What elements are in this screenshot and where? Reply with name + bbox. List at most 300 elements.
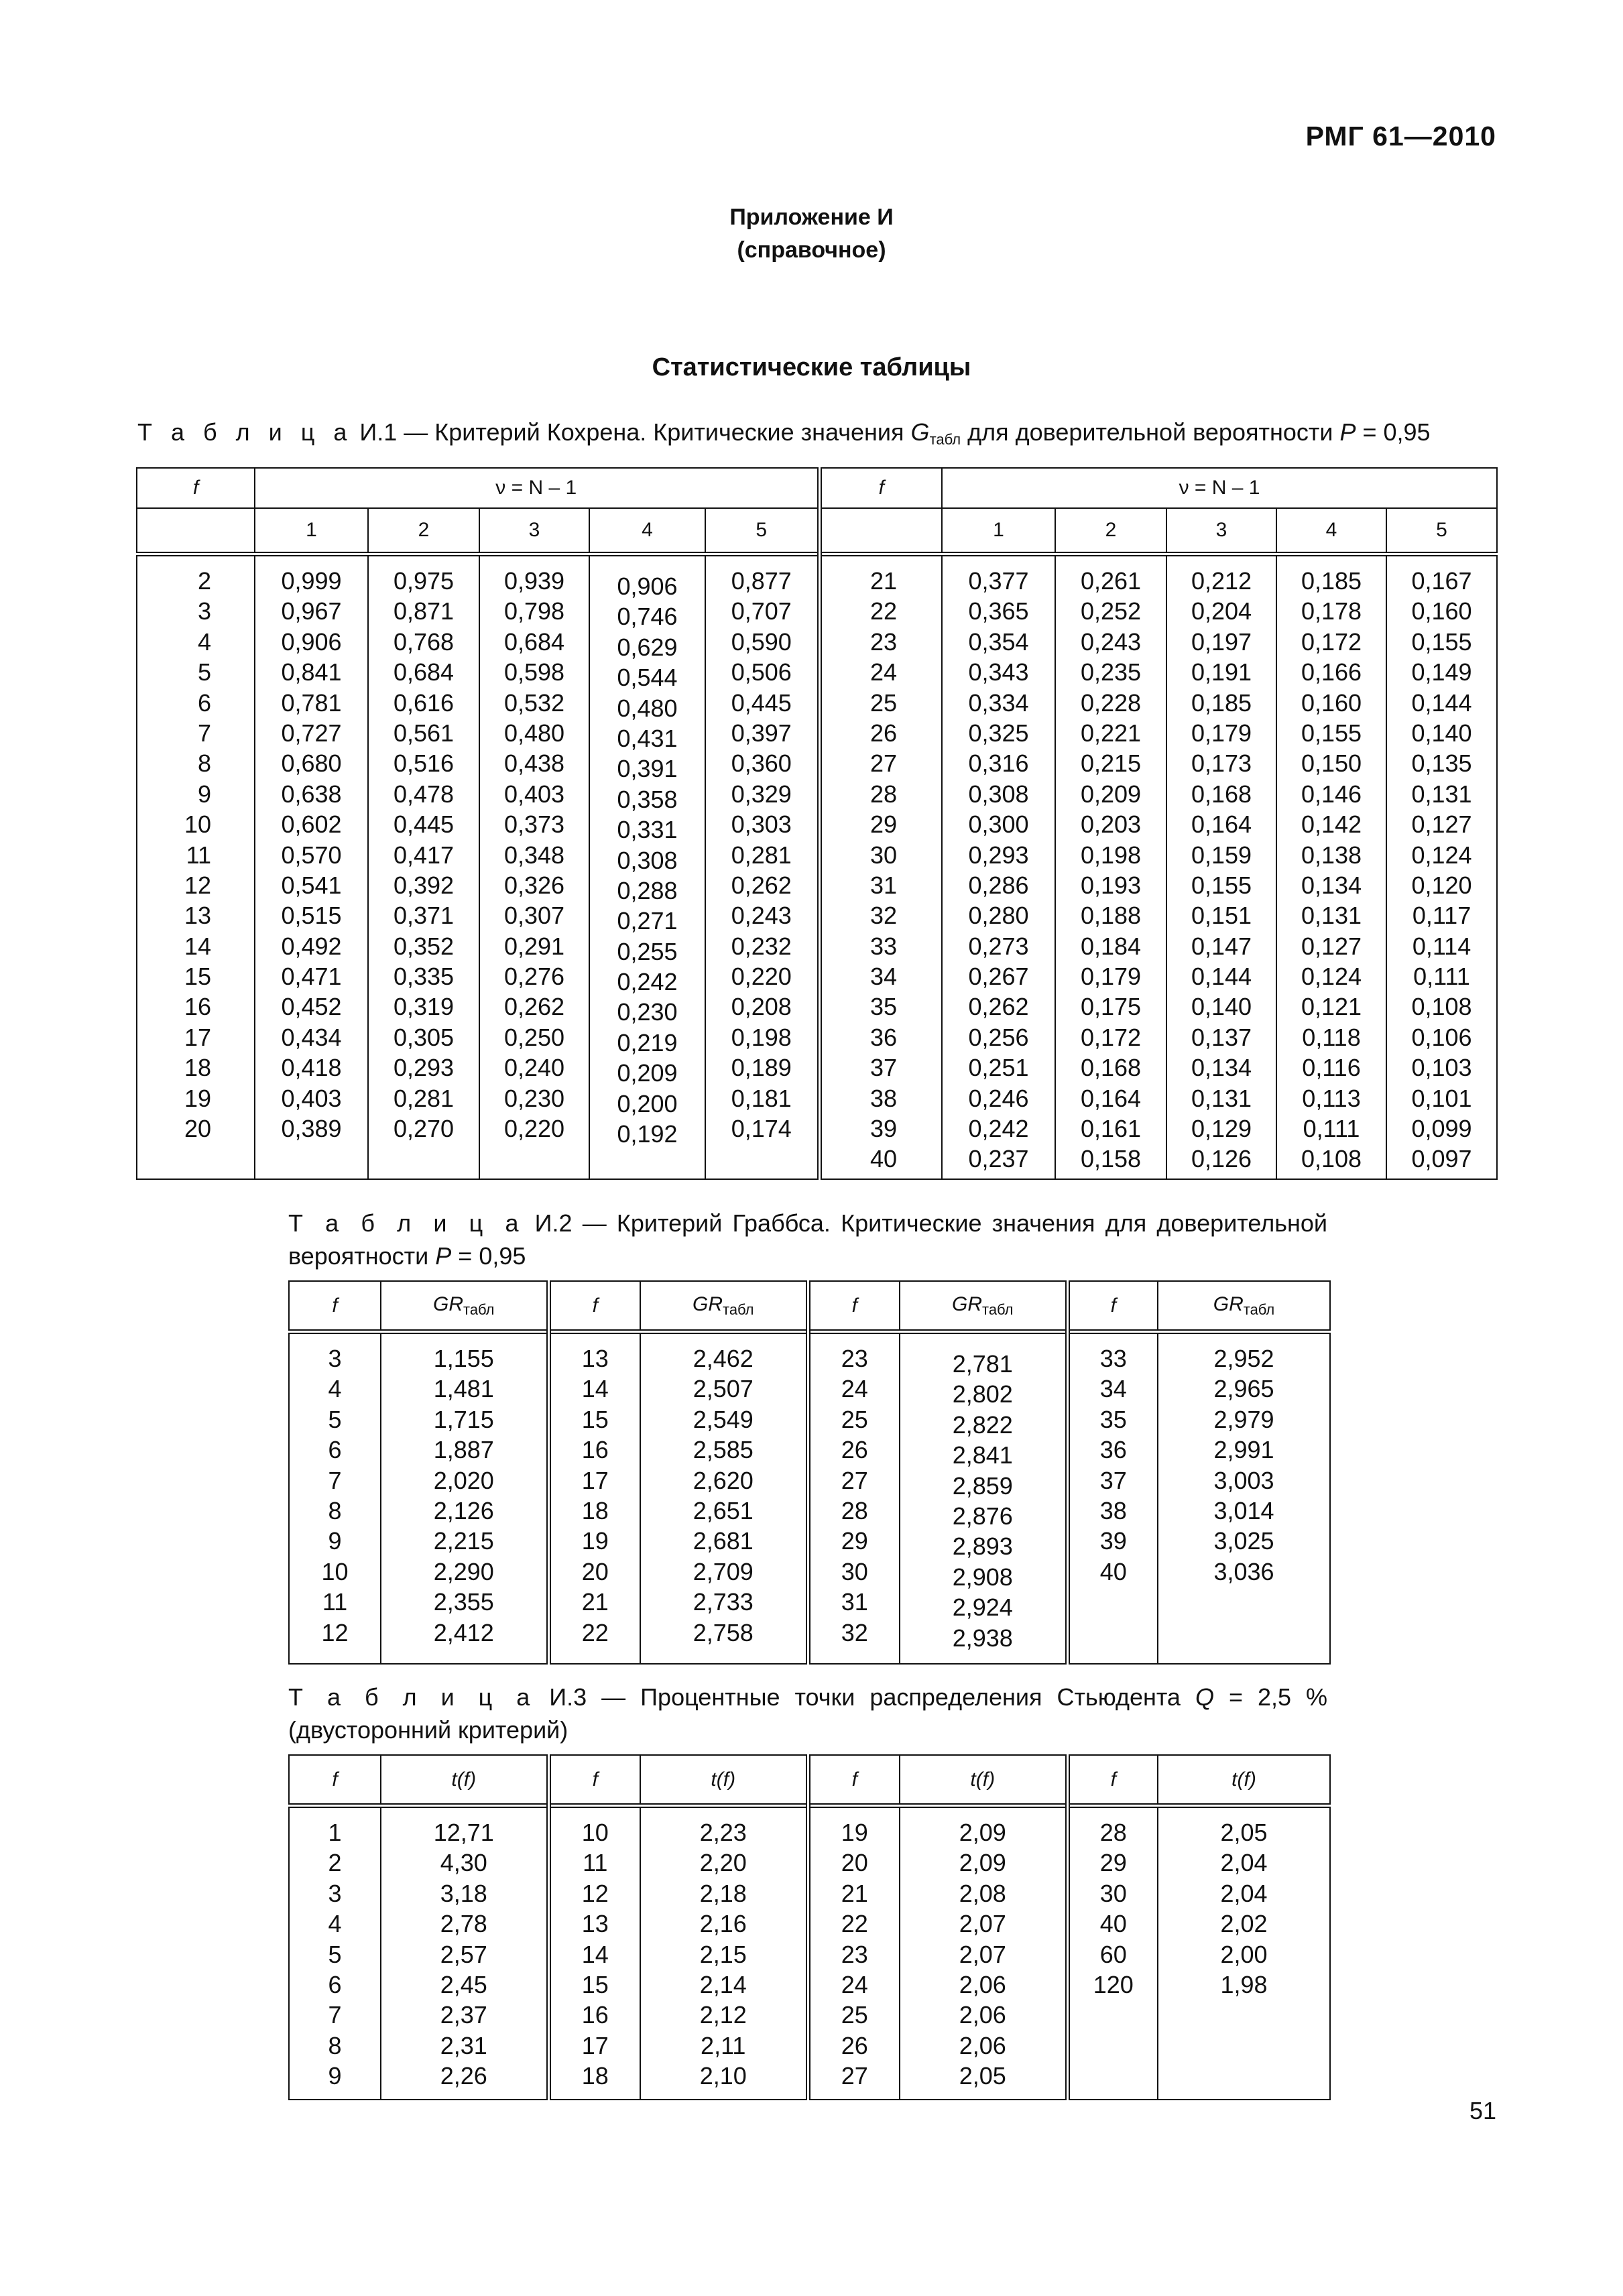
section-title: Статистические таблицы — [652, 353, 971, 381]
table-cell-value: 0,841 — [281, 658, 342, 686]
table-cell-value: 2,841 — [952, 1441, 1013, 1469]
table-cell-value: 1,715 — [433, 1405, 494, 1433]
table3-caption-text-2: = 2,5 % (двусторонний критерий) — [288, 1683, 1327, 1744]
table-cell-value: 2,507 — [693, 1375, 754, 1403]
table-cell-value: 0,220 — [731, 963, 792, 991]
table-cell-value: 0,181 — [731, 1084, 792, 1112]
table-cell-value: 0,939 — [503, 567, 565, 595]
table3-header-t2: t(f) — [640, 1755, 808, 1806]
table-cell-value: 0,166 — [1301, 658, 1362, 686]
table-cell-value: 0,158 — [1080, 1145, 1142, 1173]
table-cell-value: 30 — [1099, 1879, 1127, 1907]
table-cell-value: 0,208 — [731, 993, 792, 1021]
table2-header-gr2-sub: табл — [722, 1301, 754, 1318]
table-cell-value: 0,175 — [1080, 993, 1142, 1021]
table-cell-value: 37 — [1099, 1466, 1127, 1494]
table-cell-value: 0,326 — [503, 871, 565, 899]
table-cell-value: 2,10 — [699, 2062, 747, 2090]
table3-t-column-4 — [1158, 1806, 1330, 2100]
table-cell-value: 15 — [581, 1405, 609, 1433]
table-cell-value: 0,308 — [617, 846, 678, 874]
table-cell-value: 1 — [328, 1819, 342, 1846]
table-cell-value: 0,515 — [281, 902, 342, 930]
table-cell-value: 7 — [328, 1466, 342, 1494]
table1-caption — [137, 416, 1498, 456]
table-cell-value: 2,938 — [952, 1624, 1013, 1652]
table-cell-value: 20 — [184, 1115, 211, 1143]
table-cell-value: 26 — [841, 2031, 868, 2059]
table-cell-value: 0,124 — [1411, 841, 1472, 869]
table-cell-value: 0,319 — [393, 993, 455, 1021]
table3-header-f1: f — [289, 1755, 381, 1806]
table-cell-value: 3,003 — [1213, 1466, 1274, 1494]
table1-c3-right-column — [1166, 554, 1276, 1180]
table-cell-value: 28 — [869, 780, 898, 808]
table1-subheader-4: 4 — [589, 508, 705, 554]
table-cell-value: 0,242 — [617, 968, 678, 996]
table3-header-f3: f — [808, 1755, 900, 1806]
table-cell-value: 2,965 — [1213, 1375, 1274, 1403]
table1-subheader-3: 3 — [479, 508, 589, 554]
table1-subheader-2: 2 — [368, 508, 479, 554]
table-cell-value: 4,30 — [440, 1849, 487, 1877]
table-cell-value: 24 — [869, 658, 898, 686]
table-cell-value: 4 — [197, 627, 211, 656]
table-cell-value: 0,134 — [1301, 871, 1362, 899]
table-cell-value: 21 — [841, 1879, 868, 1907]
table3-header-f4: f — [1067, 1755, 1158, 1806]
table2-header-f3: f — [808, 1281, 900, 1332]
table-cell-value: 37 — [869, 1054, 898, 1082]
table-cell-value: 25 — [841, 1405, 868, 1433]
table-cell-value: 2,681 — [693, 1527, 754, 1555]
table-cell-value: 0,300 — [968, 810, 1029, 839]
table-cell-value: 0,144 — [1411, 688, 1472, 717]
table1-c2-left-column — [368, 554, 479, 1180]
table-cell-value: 0,590 — [731, 627, 792, 656]
table-cell-value: 35 — [869, 993, 898, 1021]
table-cell-value: 2,126 — [433, 1496, 494, 1524]
table-cell-value: 0,124 — [1301, 963, 1362, 991]
table-cell-value: 0,147 — [1191, 932, 1252, 960]
table-cell-value: 0,906 — [617, 572, 678, 600]
table1-c5-left-column — [705, 554, 819, 1180]
table-cell-value: 0,389 — [281, 1115, 342, 1143]
table-cell-value: 3 — [328, 1879, 342, 1907]
table-cell-value: 0,480 — [503, 719, 565, 747]
table1-caption-label: Т а б л и ц а — [137, 418, 353, 446]
table-cell-value: 0,307 — [503, 902, 565, 930]
table-cell-value: 0,160 — [1301, 688, 1362, 717]
table-cell-value: 6 — [328, 1970, 342, 1998]
table-cell-value: 34 — [1099, 1375, 1127, 1403]
table1-caption-text-2: для доверительной вероятности — [961, 418, 1340, 446]
table-cell-value: 0,221 — [1080, 719, 1142, 747]
table-cell-value: 0,243 — [731, 902, 792, 930]
table1-subheader-row — [137, 508, 1497, 554]
table-cell-value: 13 — [581, 1345, 609, 1372]
table-cell-value: 2,585 — [693, 1436, 754, 1464]
table-cell-value: 26 — [841, 1436, 868, 1464]
table-cell-value: 0,099 — [1411, 1115, 1472, 1143]
table-cell-value: 8 — [328, 1496, 342, 1524]
table2-caption — [288, 1207, 1327, 1272]
table-cell-value: 3,18 — [440, 1879, 487, 1907]
table-cell-value: 10 — [321, 1557, 349, 1585]
table-cell-value: 0,871 — [393, 597, 455, 625]
table1-c1-left-column — [255, 554, 368, 1180]
table-cell-value: 2,709 — [693, 1557, 754, 1585]
table-cell-value: 0,281 — [731, 841, 792, 869]
table1-caption-text-3: = 0,95 — [1356, 418, 1431, 446]
table-cell-value: 0,168 — [1080, 1054, 1142, 1082]
table-cell-value: 29 — [1099, 1849, 1127, 1877]
table-cell-value: 0,179 — [1080, 963, 1142, 991]
table-cell-value: 0,172 — [1080, 1023, 1142, 1051]
table-cell-value: 0,262 — [731, 871, 792, 899]
table1-c5-right-column — [1386, 554, 1497, 1180]
table-cell-value: 30 — [841, 1557, 868, 1585]
table-cell-value: 0,276 — [503, 963, 565, 991]
table-cell-value: 0,164 — [1191, 810, 1252, 839]
table2-gr-column-2 — [640, 1332, 808, 1665]
table-cell-value: 2,781 — [952, 1350, 1013, 1378]
table-cell-value: 14 — [581, 1375, 609, 1403]
table-cell-value: 0,431 — [617, 724, 678, 752]
table2-header-f4: f — [1067, 1281, 1158, 1332]
table-cell-value: 0,134 — [1191, 1054, 1252, 1082]
table-cell-value: 7 — [197, 719, 211, 747]
table-cell-value: 27 — [841, 2062, 868, 2090]
table-cell-value: 12 — [581, 1879, 609, 1907]
table3-t-column-2 — [640, 1806, 808, 2100]
table-cell-value: 2,06 — [959, 2001, 1006, 2029]
table-cell-value: 0,127 — [1301, 932, 1362, 960]
table2-header-gr3 — [900, 1281, 1067, 1332]
table-cell-value: 2,991 — [1213, 1436, 1274, 1464]
table-cell-value: 0,150 — [1301, 749, 1362, 778]
table-cell-value: 39 — [1099, 1527, 1127, 1555]
table-cell-value: 0,616 — [393, 688, 455, 717]
table2-header-gr1-text: GR — [432, 1292, 463, 1315]
table3-t-column-1 — [381, 1806, 548, 2100]
table-cell-value: 0,242 — [968, 1115, 1029, 1143]
table-cell-value: 0,334 — [968, 688, 1029, 717]
table2-header-row — [289, 1281, 1330, 1332]
table-cell-value: 1,887 — [433, 1436, 494, 1464]
table-cell-value: 0,189 — [731, 1054, 792, 1082]
table-cell-value: 25 — [841, 2001, 868, 2029]
table-cell-value: 2,08 — [959, 1879, 1006, 1907]
table-cell-value: 2,924 — [952, 1593, 1013, 1622]
table-cell-value: 11 — [322, 1588, 348, 1616]
table-cell-value: 29 — [841, 1527, 868, 1555]
table-cell-value: 2,20 — [699, 1849, 747, 1877]
table-cell-value: 3,036 — [1213, 1557, 1274, 1585]
table-cell-value: 0,329 — [731, 780, 792, 808]
table-cell-value: 20 — [841, 1849, 868, 1877]
table-cell-value: 27 — [841, 1466, 868, 1494]
table-cell-value: 2,18 — [699, 1879, 747, 1907]
table3-f-column-2 — [548, 1806, 640, 2100]
table-cell-value: 2,14 — [699, 1970, 747, 1998]
table-cell-value: 2,859 — [952, 1471, 1013, 1500]
table-cell-value: 1,98 — [1220, 1970, 1268, 1998]
table-cell-value: 0,999 — [281, 567, 342, 595]
table-cell-value: 0,126 — [1191, 1145, 1252, 1173]
table-cell-value: 5 — [197, 658, 211, 686]
table-cell-value: 33 — [869, 932, 898, 960]
table-cell-value: 0,286 — [968, 871, 1029, 899]
table-cell-value: 22 — [869, 597, 898, 625]
table-cell-value: 2,758 — [693, 1618, 754, 1646]
table-cell-value: 0,727 — [281, 719, 342, 747]
table-cell-value: 0,532 — [503, 688, 565, 717]
table-cell-value: 36 — [869, 1023, 898, 1051]
table-cell-value: 1,481 — [433, 1375, 494, 1403]
table-cell-value: 0,684 — [393, 658, 455, 686]
table2-f-column-4 — [1067, 1332, 1158, 1665]
table1-header-nu-right: ν = N – 1 — [942, 468, 1497, 508]
table-cell-value: 0,204 — [1191, 597, 1252, 625]
table2-header-f1: f — [289, 1281, 381, 1332]
table-cell-value: 14 — [184, 932, 211, 960]
table-cell-value: 38 — [1099, 1496, 1127, 1524]
table-cell-value: 0,142 — [1301, 810, 1362, 839]
table-cell-value: 0,106 — [1411, 1023, 1472, 1051]
table-cell-value: 15 — [184, 963, 211, 991]
table-cell-value: 2,06 — [959, 1970, 1006, 1998]
table-cell-value: 0,138 — [1301, 841, 1362, 869]
table-cell-value: 0,570 — [281, 841, 342, 869]
table-cell-value: 2,16 — [699, 1910, 747, 1938]
table-cell-value: 0,246 — [968, 1084, 1029, 1112]
table-cell-value: 0,877 — [731, 567, 792, 595]
table-cell-value: 6 — [328, 1436, 342, 1464]
table-cell-value: 0,250 — [503, 1023, 565, 1051]
table-cell-value: 2,09 — [959, 1819, 1006, 1846]
table-cell-value: 0,146 — [1301, 780, 1362, 808]
table-cell-value: 0,906 — [281, 627, 342, 656]
table-cell-value: 27 — [869, 749, 898, 778]
table-cell-value: 0,114 — [1412, 932, 1471, 960]
table-cell-value: 2,355 — [433, 1588, 494, 1616]
table2-caption-text: И.2 — Критерий Граббса. Критические значения для доверительной вероятности — [288, 1209, 1327, 1270]
table-cell-value: 0,544 — [617, 664, 678, 692]
table1-body-row — [137, 554, 1497, 1180]
table-cell-value: 0,358 — [617, 785, 678, 813]
table1-subheader-1: 1 — [255, 508, 368, 554]
table-cell-value: 0,293 — [393, 1054, 455, 1082]
table-cell-value: 0,164 — [1080, 1084, 1142, 1112]
table-cell-value: 2,37 — [440, 2001, 487, 2029]
table-cell-value: 0,262 — [503, 993, 565, 1021]
table-cell-value: 2,45 — [440, 1970, 487, 1998]
table-cell-value: 7 — [328, 2001, 342, 2029]
table-cell-value: 0,348 — [503, 841, 565, 869]
table-cell-value: 0,561 — [393, 719, 455, 747]
table-cell-value: 0,159 — [1191, 841, 1252, 869]
table-cell-value: 0,280 — [968, 902, 1029, 930]
table-cell-value: 0,117 — [1412, 902, 1471, 930]
cochran-table — [136, 467, 1498, 1180]
table3-header-row — [289, 1755, 1330, 1806]
table-cell-value: 0,215 — [1080, 749, 1142, 778]
table-cell-value: 4 — [328, 1910, 342, 1938]
table-cell-value: 2,620 — [693, 1466, 754, 1494]
table-cell-value: 13 — [581, 1910, 609, 1938]
table-cell-value: 0,397 — [731, 719, 792, 747]
table-cell-value: 0,331 — [617, 816, 678, 844]
table-cell-value: 0,261 — [1080, 567, 1142, 595]
table1-subheader-empty-right — [819, 508, 942, 554]
table-cell-value: 2,952 — [1213, 1345, 1274, 1372]
table-cell-value: 0,101 — [1411, 1084, 1472, 1112]
table-cell-value: 0,352 — [393, 932, 455, 960]
table-cell-value: 29 — [869, 810, 898, 839]
table-cell-value: 12 — [321, 1618, 349, 1646]
table1-header-f: f — [137, 468, 255, 508]
table-cell-value: 0,403 — [281, 1084, 342, 1112]
table-cell-value: 2,05 — [1220, 1819, 1268, 1846]
table-cell-value: 0,197 — [1191, 627, 1252, 656]
table-cell-value: 0,198 — [731, 1023, 792, 1051]
table-cell-value: 21 — [581, 1588, 609, 1616]
table-cell-value: 2,26 — [440, 2062, 487, 2090]
table1-c3-left-column — [479, 554, 589, 1180]
table-cell-value: 19 — [581, 1527, 609, 1555]
document-code: РМГ 61—2010 — [1305, 121, 1496, 152]
table-cell-value: 0,598 — [503, 658, 565, 686]
table-cell-value: 0,308 — [968, 780, 1029, 808]
table-cell-value: 0,288 — [617, 876, 678, 904]
table-cell-value: 0,237 — [968, 1145, 1029, 1173]
table-cell-value: 2,12 — [699, 2001, 747, 2029]
table-cell-value: 21 — [869, 567, 898, 595]
table-cell-value: 2,651 — [693, 1496, 754, 1524]
table-cell-value: 0,262 — [968, 993, 1029, 1021]
table3-header-t4: t(f) — [1158, 1755, 1330, 1806]
table-cell-value: 0,975 — [393, 567, 455, 595]
table1-subheader-r1: 1 — [942, 508, 1055, 554]
table-cell-value: 2 — [197, 567, 211, 595]
table-cell-value: 0,168 — [1191, 780, 1252, 808]
table-cell-value: 31 — [869, 871, 898, 899]
table-cell-value: 32 — [869, 902, 898, 930]
table-cell-value: 0,365 — [968, 597, 1029, 625]
table-cell-value: 40 — [1099, 1910, 1127, 1938]
table-cell-value: 6 — [197, 688, 211, 717]
table-cell-value: 2,05 — [959, 2062, 1006, 2090]
table-cell-value: 0,179 — [1191, 719, 1252, 747]
table-cell-value: 2 — [328, 1849, 342, 1877]
table1-caption-symbol: G — [910, 418, 930, 446]
table-cell-value: 22 — [841, 1910, 868, 1938]
table-cell-value: 0,118 — [1302, 1023, 1361, 1051]
table-cell-value: 0,325 — [968, 719, 1029, 747]
table-cell-value: 0,392 — [393, 871, 455, 899]
table-cell-value: 8 — [328, 2031, 342, 2059]
grubbs-table — [288, 1280, 1331, 1665]
table-cell-value: 2,78 — [440, 1910, 487, 1938]
table-cell-value: 0,155 — [1191, 871, 1252, 899]
table-cell-value: 23 — [841, 1345, 868, 1372]
table-cell-value: 0,492 — [281, 932, 342, 960]
table-cell-value: 8 — [197, 749, 211, 778]
table2-header-gr4-text: GR — [1213, 1292, 1244, 1315]
table1-header-nu: ν = N – 1 — [255, 468, 819, 508]
table-cell-value: 2,215 — [433, 1527, 494, 1555]
table1-c2-right-column — [1055, 554, 1166, 1180]
table2-f-column-2 — [548, 1332, 640, 1665]
table1-f-right-column — [819, 554, 942, 1180]
table-cell-value: 0,131 — [1301, 902, 1362, 930]
table-cell-value: 5 — [328, 1940, 342, 1968]
table-cell-value: 0,172 — [1301, 627, 1362, 656]
table-cell-value: 0,506 — [731, 658, 792, 686]
table-cell-value: 0,191 — [1191, 658, 1252, 686]
table-cell-value: 11 — [583, 1849, 608, 1877]
table-cell-value: 15 — [581, 1970, 609, 1998]
table-cell-value: 0,452 — [281, 993, 342, 1021]
table-cell-value: 12,71 — [433, 1819, 494, 1846]
table-cell-value: 18 — [184, 1054, 211, 1082]
table-cell-value: 0,140 — [1191, 993, 1252, 1021]
table-cell-value: 0,438 — [503, 749, 565, 778]
table-cell-value: 0,360 — [731, 749, 792, 778]
table-cell-value: 2,11 — [701, 2031, 746, 2059]
table-cell-value: 0,235 — [1080, 658, 1142, 686]
table-cell-value: 0,121 — [1301, 993, 1362, 1021]
table-cell-value: 25 — [869, 688, 898, 717]
table-cell-value: 0,445 — [731, 688, 792, 717]
table-cell-value: 5 — [328, 1405, 342, 1433]
table2-body-row — [289, 1332, 1330, 1665]
table-cell-value: 2,04 — [1220, 1879, 1268, 1907]
table3-f-column-3 — [808, 1806, 900, 2100]
table-cell-value: 9 — [328, 2062, 342, 2090]
table-cell-value: 0,192 — [617, 1120, 678, 1148]
table1-header-row — [137, 468, 1497, 508]
table-cell-value: 0,445 — [393, 810, 455, 839]
table-cell-value: 0,354 — [968, 627, 1029, 656]
table-cell-value: 2,07 — [959, 1910, 1006, 1938]
table-cell-value: 0,174 — [731, 1115, 792, 1143]
table-cell-value: 0,418 — [281, 1054, 342, 1082]
table1-c1-right-column — [942, 554, 1055, 1180]
table-cell-value: 0,232 — [731, 932, 792, 960]
table-cell-value: 0,403 — [503, 780, 565, 808]
table-cell-value: 2,462 — [693, 1345, 754, 1372]
table-cell-value: 16 — [184, 993, 211, 1021]
table-cell-value: 0,113 — [1302, 1084, 1361, 1112]
table-cell-value: 0,516 — [393, 749, 455, 778]
table2-header-gr4 — [1158, 1281, 1330, 1332]
table-cell-value: 12 — [184, 871, 211, 899]
table-cell-value: 13 — [184, 902, 211, 930]
table2-header-gr2 — [640, 1281, 808, 1332]
table-cell-value: 0,335 — [393, 963, 455, 991]
table-cell-value: 10 — [581, 1819, 609, 1846]
table3-caption-label: Т а б л и ц а — [288, 1683, 535, 1711]
table-cell-value: 2,893 — [952, 1532, 1013, 1561]
table-cell-value: 18 — [581, 2062, 609, 2090]
table-cell-value: 0,212 — [1191, 567, 1252, 595]
table-cell-value: 0,746 — [617, 603, 678, 631]
table2-header-f2: f — [548, 1281, 640, 1332]
table-cell-value: 0,967 — [281, 597, 342, 625]
table-cell-value: 0,140 — [1411, 719, 1472, 747]
